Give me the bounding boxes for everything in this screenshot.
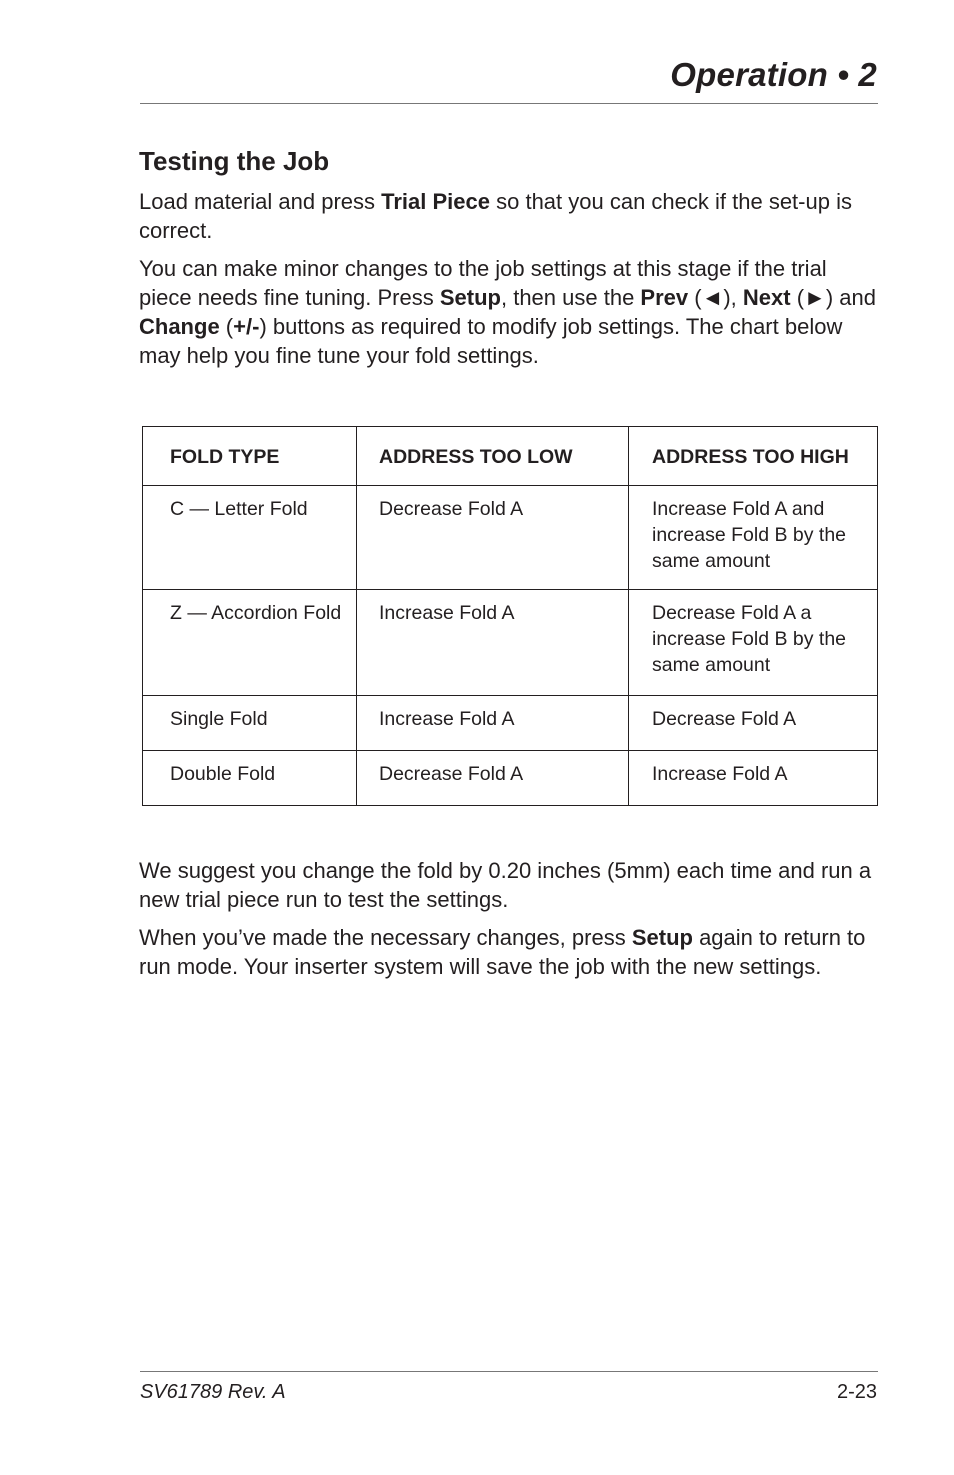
text-run: ) buttons as required to modify job settings. The chart below may help you fine tune your fold settings.: [139, 314, 843, 368]
address-too-high-cell: Increase Fold A: [629, 751, 878, 806]
table-row: [143, 751, 878, 806]
fold-type-cell: Single Fold: [143, 696, 357, 751]
text-run: again to return to run mode. Your inserter system will save the job with the new settings.: [139, 925, 866, 979]
column-header-address-too-low: ADDRESS TOO LOW: [357, 427, 629, 486]
text-run: You can make minor changes to the job settings at this stage if the trial piece needs fine tuning. Press: [139, 256, 827, 310]
fold-type-cell: C — Letter Fold: [143, 486, 357, 590]
bold-term-trial-piece: Trial Piece: [381, 189, 490, 214]
address-too-low-cell: Decrease Fold A: [357, 751, 629, 806]
text-run: (: [219, 314, 234, 339]
fold-type-cell: Z — Accordion Fold: [143, 590, 357, 696]
table-header-row: [143, 427, 878, 486]
document-revision: SV61789 Rev. A: [140, 1381, 286, 1403]
page-header-title: Operation • 2: [670, 56, 877, 93]
bold-term-setup: Setup: [439, 285, 501, 310]
intro-paragraph-1: [139, 187, 879, 245]
text-run: (►) and: [790, 285, 876, 310]
bold-term-next: Next: [742, 285, 791, 310]
address-too-high-cell: Decrease Fold A a increase Fold B by the same amount: [629, 590, 878, 696]
bold-term-prev: Prev: [640, 285, 689, 310]
text-run: Load material and press: [139, 189, 382, 214]
address-too-high-cell: Increase Fold A and increase Fold B by the same amount: [629, 486, 878, 590]
footer-divider: [140, 1371, 878, 1372]
section-heading: Testing the Job: [139, 146, 330, 176]
bold-term-plus-minus: +/-: [233, 314, 260, 339]
address-too-high-cell: Decrease Fold A: [629, 696, 878, 751]
header-divider: [140, 103, 878, 104]
text-run: When you’ve made the necessary changes, press: [139, 925, 632, 950]
outro-paragraph-2: [139, 923, 879, 981]
table-row: [143, 590, 878, 696]
bold-term-setup: Setup: [631, 925, 693, 950]
fold-adjustment-table: [142, 426, 878, 806]
table-row: [143, 696, 878, 751]
text-run: (◄),: [688, 285, 737, 310]
fold-type-cell: Double Fold: [143, 751, 357, 806]
column-header-address-too-high: ADDRESS TOO HIGH: [629, 427, 878, 486]
outro-paragraph-1: We suggest you change the fold by 0.20 inches (5mm) each time and run a new trial piece run to test the settings.: [139, 858, 872, 912]
intro-paragraph-2: [139, 254, 879, 370]
table-row: [143, 486, 878, 590]
text-run: , then use the: [500, 285, 641, 310]
address-too-low-cell: Increase Fold A: [357, 696, 629, 751]
address-too-low-cell: Decrease Fold A: [357, 486, 629, 590]
column-header-fold-type: FOLD TYPE: [143, 427, 357, 486]
text-run: so that you can check if the set-up is correct.: [139, 189, 852, 243]
bold-term-change: Change: [139, 314, 220, 339]
page-number: 2-23: [836, 1381, 877, 1403]
address-too-low-cell: Increase Fold A: [357, 590, 629, 696]
